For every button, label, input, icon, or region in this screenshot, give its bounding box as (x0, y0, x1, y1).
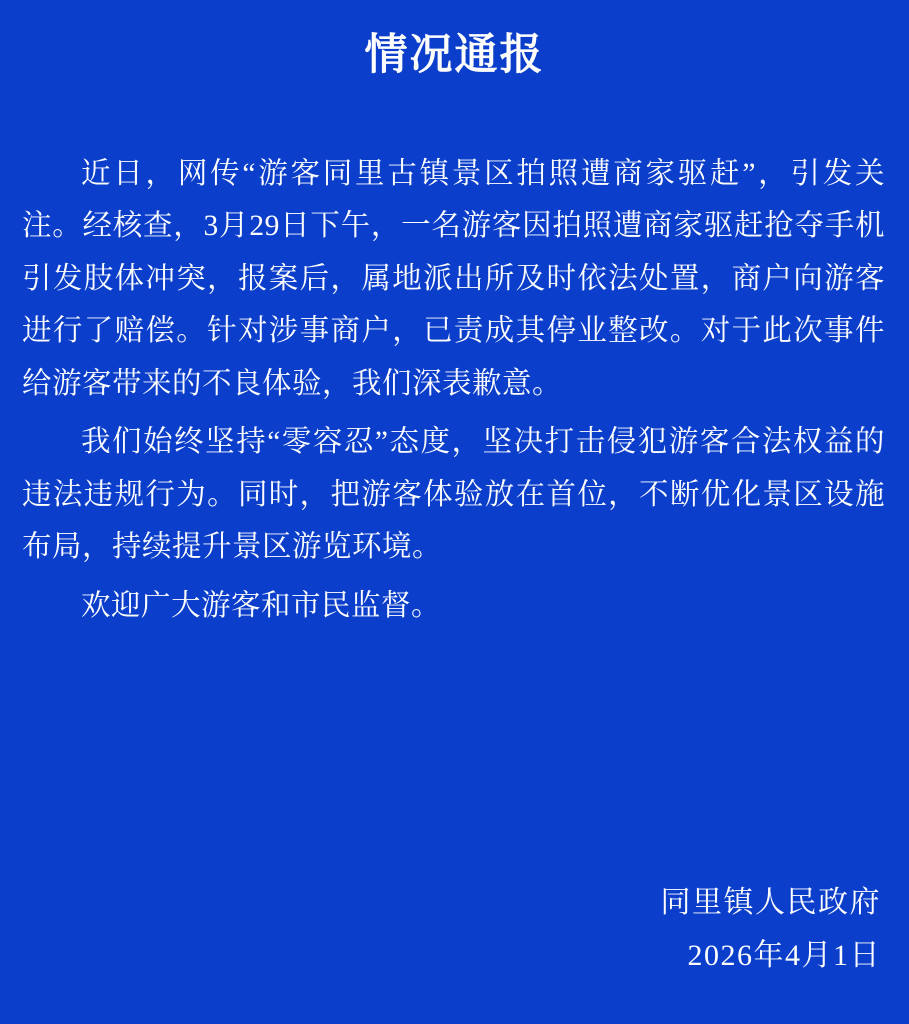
document-body (0, 148, 909, 633)
signature-organization: 同里镇人民政府 (660, 885, 881, 919)
paragraph: 近日，网传“游客同里古镇景区拍照遭商家驱赶”，引发关注。经核查，3月29日下午，一名游客因拍照遭商家驱赶抢夺手机引发肢体冲突，报案后，属地派出所及时依法处置，商户向游客进行了赔偿。针对涉事商户，已责成其停业整改。对于此次事件给游客带来的不良体验，我们深表歉意。 (22, 157, 885, 400)
paragraph: 我们始终坚持“零容忍”态度，坚决打击侵犯游客合法权益的违法违规行为。同时，把游客体验放在首位，不断优化景区设施布局，持续提升景区游览环境。 (22, 426, 885, 564)
page-title: 情况通报 (364, 32, 545, 79)
signature-block (661, 880, 882, 981)
signature-date: 2026年4月1日 (687, 939, 881, 972)
paragraph: 欢迎广大游客和市民监督。 (81, 589, 442, 622)
